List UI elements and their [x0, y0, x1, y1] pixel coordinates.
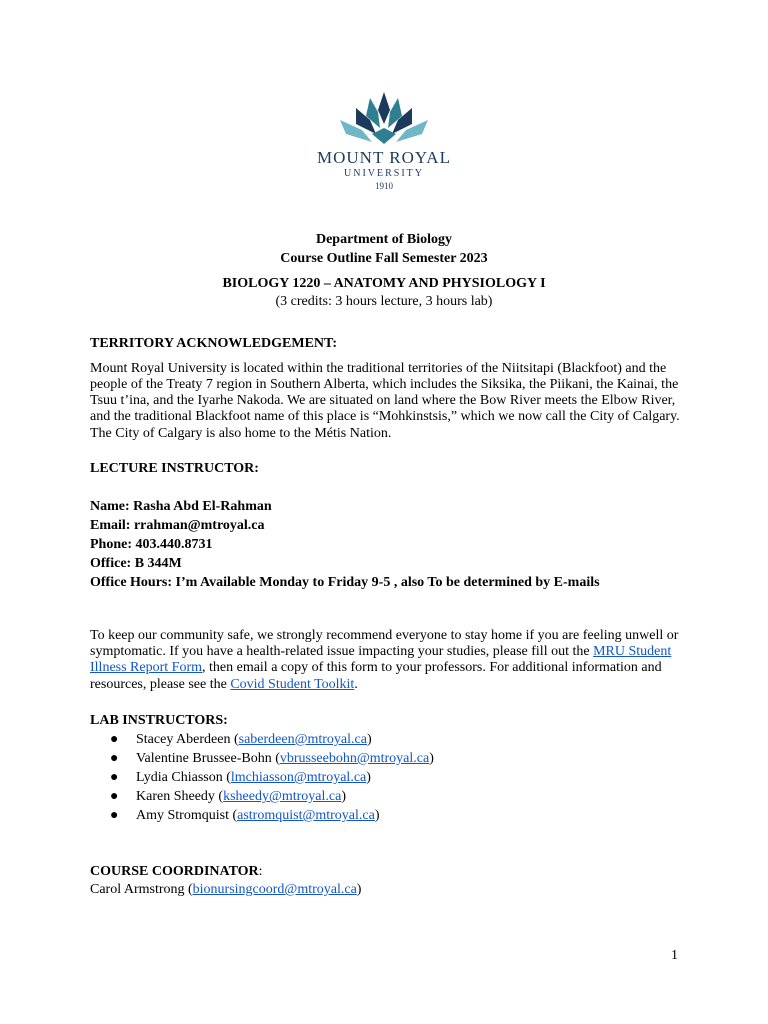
mount-royal-logo-icon: [334, 90, 434, 146]
lab-instructor-email-link[interactable]: astromquist@mtroyal.ca: [237, 808, 375, 823]
department-title: Department of Biology: [315, 232, 453, 247]
lab-instructor-list: [110, 732, 434, 827]
covid-line: To keep our community safe, we strongly recommend everyone to stay home if you are feeling unwell or: [90, 628, 679, 643]
lab-instructor-name: Valentine Brussee-Bohn (: [136, 751, 280, 766]
territory-line: The City of Calgary is also home to the Métis Nation.: [90, 426, 392, 441]
list-item: [110, 789, 434, 808]
illness-report-link[interactable]: MRU Student: [593, 644, 672, 659]
bullet-icon: ●: [110, 770, 119, 785]
covid-text: resources, please see the: [90, 677, 231, 692]
instructor-email: Email: rrahman@mtroyal.ca: [90, 518, 265, 533]
coordinator-email-link[interactable]: bionursingcoord@mtroyal.ca: [192, 882, 357, 897]
lab-instructor-name: Stacey Aberdeen (: [136, 732, 239, 747]
lab-instructor-email-link[interactable]: vbrusseebohn@mtroyal.ca: [279, 751, 430, 766]
bullet-icon: ●: [110, 789, 119, 804]
bullet-icon: ●: [110, 732, 119, 747]
territory-line: people of the Treaty 7 region in Southern Alberta, which includes the Siksika, the Piikani, the Kainai, the: [90, 377, 679, 392]
territory-line: Tsuu t’ina, and the Iyarhe Nakoda. We are situated on land where the Bow River meets the Elbow River,: [90, 393, 676, 408]
lab-instructor-email-link[interactable]: lmchiasson@mtroyal.ca: [230, 770, 367, 785]
paren: ): [366, 770, 371, 785]
list-item: [110, 770, 434, 789]
paren: ): [356, 882, 362, 897]
lab-instructor-name: Amy Stromquist (: [136, 808, 238, 823]
logo-wordmark: MOUNT ROYAL: [317, 148, 451, 167]
lecture-heading: LECTURE INSTRUCTOR:: [90, 461, 259, 476]
paren: ): [366, 732, 372, 747]
illness-report-link[interactable]: Illness Report Form: [90, 660, 202, 675]
instructor-name: Name: Rasha Abd El-Rahman: [90, 499, 272, 514]
covid-line: [90, 677, 680, 693]
lab-heading: LAB INSTRUCTORS:: [90, 713, 228, 728]
coordinator-heading: COURSE COORDINATOR: [90, 864, 259, 879]
list-item: [110, 732, 434, 751]
covid-text: , then email a copy of this form to your professors. For additional information and: [202, 660, 662, 675]
territory-line: Mount Royal University is located within the traditional territories of the Niitsitapi (Blackfoot) and the: [90, 361, 667, 376]
covid-text: symptomatic. If you have a health-related issue impacting your studies, please fill out the: [90, 644, 594, 659]
page-number: 1: [671, 948, 678, 963]
lab-instructor-email-link[interactable]: ksheedy@mtroyal.ca: [223, 789, 342, 804]
lab-instructor-email-link[interactable]: saberdeen@mtroyal.ca: [238, 732, 367, 747]
instructor-phone: Phone: 403.440.8731: [90, 537, 213, 552]
paren: ): [374, 808, 380, 823]
bullet-icon: ●: [110, 751, 119, 766]
covid-line: [90, 644, 680, 660]
territory-heading: TERRITORY ACKNOWLEDGEMENT:: [90, 336, 338, 351]
list-item: [110, 808, 434, 827]
covid-text: .: [354, 677, 358, 692]
logo-subtitle: UNIVERSITY: [344, 168, 424, 179]
lab-instructor-name: Karen Sheedy (: [136, 789, 224, 804]
coordinator-name: Carol Armstrong (: [90, 882, 193, 897]
territory-line: and the traditional Blackfoot name of this place is “Mohkinstsis,” which we now call the City of Calgary.: [90, 409, 680, 424]
course-title: BIOLOGY 1220 – ANATOMY AND PHYSIOLOGY I: [222, 276, 546, 291]
covid-line: [90, 660, 680, 676]
paren: ): [429, 751, 434, 766]
course-credits: (3 credits: 3 hours lecture, 3 hours lab): [275, 294, 493, 309]
outline-title: Course Outline Fall Semester 2023: [280, 251, 488, 266]
covid-toolkit-link[interactable]: Covid Student Toolkit: [230, 677, 355, 692]
bullet-icon: ●: [110, 808, 119, 823]
paren: ): [341, 789, 346, 804]
lab-instructor-name: Lydia Chiasson (: [136, 770, 231, 785]
coordinator-colon: :: [258, 864, 263, 879]
logo-year: 1910: [375, 181, 393, 191]
coordinator-heading-line: [90, 864, 680, 880]
list-item: [110, 751, 434, 770]
instructor-office-hours: Office Hours: I’m Available Monday to Friday 9-5 , also To be determined by E-mails: [90, 575, 600, 590]
instructor-office: Office: B 344M: [90, 556, 182, 571]
coordinator-line: [90, 882, 680, 898]
